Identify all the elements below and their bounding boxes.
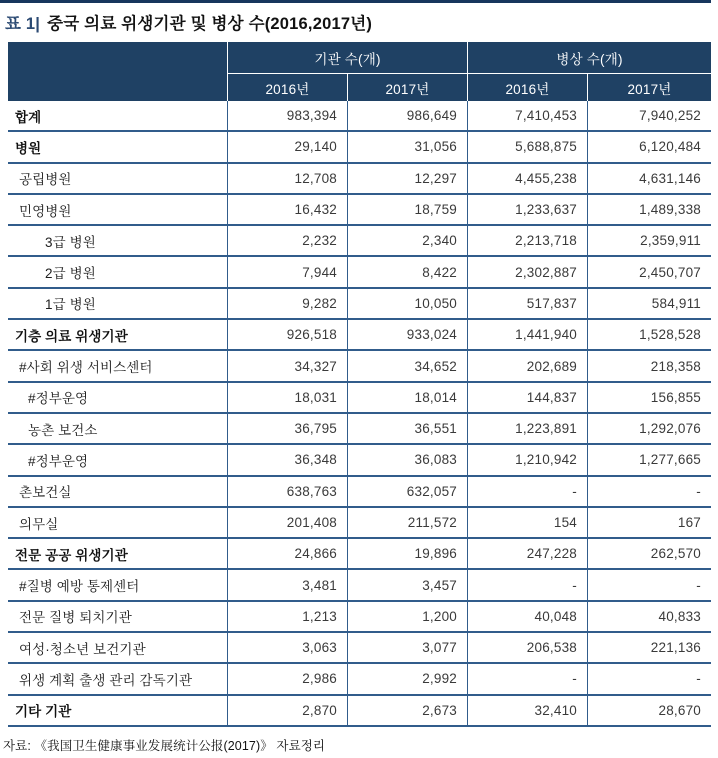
table-row (8, 696, 711, 727)
cell-value: 34,652 (347, 351, 467, 380)
cell-value: 211,572 (347, 508, 467, 537)
row-label: 여성·청소년 보건기관 (19, 641, 146, 657)
table-row (8, 602, 711, 633)
header-group-institutions: 기관 수(개) (227, 42, 467, 74)
cell-value: 1,200 (347, 602, 467, 631)
row-label: 3급 병원 (45, 234, 96, 250)
cell-value: 9,282 (227, 289, 347, 318)
table-row (8, 226, 711, 257)
cell-value: 2,213,718 (467, 226, 587, 255)
cell-value: 2,450,707 (587, 257, 711, 286)
table-row (8, 570, 711, 601)
cell-value: 517,837 (467, 289, 587, 318)
cell-value: 2,986 (227, 664, 347, 693)
cell-value: 2,359,911 (587, 226, 711, 255)
cell-value: 28,670 (587, 696, 711, 725)
cell-value: 1,223,891 (467, 414, 587, 443)
table-row (8, 195, 711, 226)
cell-value: 3,481 (227, 570, 347, 599)
table-row (8, 320, 711, 351)
cell-value: 10,050 (347, 289, 467, 318)
table-body (8, 101, 711, 727)
table-row (8, 132, 711, 163)
cell-value: 202,689 (467, 351, 587, 380)
cell-value: 262,570 (587, 539, 711, 568)
cell-value: 206,538 (467, 633, 587, 662)
cell-value: 632,057 (347, 477, 467, 506)
table-row (8, 445, 711, 476)
header-year-beds-2016: 2016년 (467, 74, 587, 101)
row-label: 기타 기관 (15, 704, 72, 720)
header-empty-cell (8, 42, 227, 101)
cell-value: 144,837 (467, 383, 587, 412)
cell-value: 1,277,665 (587, 445, 711, 474)
cell-value: 983,394 (227, 101, 347, 130)
row-label: 촌보건실 (19, 485, 72, 501)
row-label: 농촌 보건소 (28, 422, 98, 438)
cell-value: 1,528,528 (587, 320, 711, 349)
cell-value: 5,688,875 (467, 132, 587, 161)
cell-value: 167 (587, 508, 711, 537)
cell-value: 926,518 (227, 320, 347, 349)
table-header (8, 42, 711, 101)
cell-value: 2,232 (227, 226, 347, 255)
row-label: 공립병원 (19, 172, 72, 188)
cell-value: 933,024 (347, 320, 467, 349)
institutions-beds-table (8, 42, 711, 727)
cell-value: 247,228 (467, 539, 587, 568)
row-label: #사회 위생 서비스센터 (19, 360, 153, 376)
cell-value: 2,673 (347, 696, 467, 725)
cell-value: 1,441,940 (467, 320, 587, 349)
cell-value: 40,048 (467, 602, 587, 631)
cell-value: 4,455,238 (467, 164, 587, 193)
table-row (8, 508, 711, 539)
source-footnote: 자료: 《我国卫生健康事业发展统计公报(2017)》 자료정리 (3, 738, 326, 753)
cell-value: 19,896 (347, 539, 467, 568)
cell-value: 7,410,453 (467, 101, 587, 130)
cell-value: - (587, 664, 711, 693)
row-label: 병원 (15, 140, 42, 156)
cell-value: 1,292,076 (587, 414, 711, 443)
cell-value: - (467, 570, 587, 599)
cell-value: 36,083 (347, 445, 467, 474)
cell-value: 18,759 (347, 195, 467, 224)
cell-value: 36,348 (227, 445, 347, 474)
cell-value: 29,140 (227, 132, 347, 161)
page-title: 중국 의료 위생기관 및 병상 수(2016,2017년) (47, 15, 373, 33)
table-row (8, 539, 711, 570)
table-row (8, 383, 711, 414)
row-label: 전문 공공 위생기관 (15, 547, 128, 563)
cell-value: 16,432 (227, 195, 347, 224)
cell-value: 6,120,484 (587, 132, 711, 161)
cell-value: 156,855 (587, 383, 711, 412)
table-row (8, 633, 711, 664)
cell-value: 3,063 (227, 633, 347, 662)
row-label: #정부운영 (28, 453, 89, 469)
cell-value: 7,940,252 (587, 101, 711, 130)
row-label: 기층 의료 위생기관 (15, 328, 128, 344)
cell-value: 24,866 (227, 539, 347, 568)
cell-value: 986,649 (347, 101, 467, 130)
row-label: 합계 (15, 109, 42, 125)
cell-value: 3,077 (347, 633, 467, 662)
cell-value: 1,210,942 (467, 445, 587, 474)
header-year-institutions-2016: 2016년 (227, 74, 347, 101)
cell-value: 3,457 (347, 570, 467, 599)
cell-value: - (467, 664, 587, 693)
header-group-beds: 병상 수(개) (467, 42, 711, 74)
row-label: #질병 예방 통제센터 (19, 579, 140, 595)
table-caption (5, 10, 718, 34)
cell-value: 584,911 (587, 289, 711, 318)
row-label: #정부운영 (28, 391, 89, 407)
cell-value: 2,340 (347, 226, 467, 255)
cell-value: 2,870 (227, 696, 347, 725)
cell-value: 7,944 (227, 257, 347, 286)
table-number-label: 표 1| (5, 15, 41, 33)
header-year-beds-2017: 2017년 (587, 74, 711, 101)
cell-value: - (467, 477, 587, 506)
row-label: 1급 병원 (45, 297, 96, 313)
table-row (8, 351, 711, 382)
cell-value: 18,031 (227, 383, 347, 412)
row-label: 의무실 (19, 516, 59, 532)
table-row (8, 257, 711, 288)
cell-value: 34,327 (227, 351, 347, 380)
table-row (8, 289, 711, 320)
cell-value: 154 (467, 508, 587, 537)
cell-value: 40,833 (587, 602, 711, 631)
cell-value: 32,410 (467, 696, 587, 725)
cell-value: 2,992 (347, 664, 467, 693)
cell-value: 18,014 (347, 383, 467, 412)
header-year-institutions-2017: 2017년 (347, 74, 467, 101)
cell-value: 4,631,146 (587, 164, 711, 193)
cell-value: 1,489,338 (587, 195, 711, 224)
cell-value: 221,136 (587, 633, 711, 662)
table-row (8, 664, 711, 695)
cell-value: 638,763 (227, 477, 347, 506)
row-label: 민영병원 (19, 203, 72, 219)
table-row (8, 164, 711, 195)
row-label: 2급 병원 (45, 266, 96, 282)
cell-value: 8,422 (347, 257, 467, 286)
row-label: 전문 질병 퇴치기관 (19, 610, 132, 626)
cell-value: 218,358 (587, 351, 711, 380)
cell-value: 31,056 (347, 132, 467, 161)
cell-value: - (587, 570, 711, 599)
top-rule-divider (0, 0, 711, 3)
table-row (8, 414, 711, 445)
cell-value: 1,233,637 (467, 195, 587, 224)
table-row (8, 477, 711, 508)
cell-value: 12,708 (227, 164, 347, 193)
cell-value: 2,302,887 (467, 257, 587, 286)
cell-value: 36,795 (227, 414, 347, 443)
cell-value: 36,551 (347, 414, 467, 443)
row-label: 위생 계획 출생 관리 감독기관 (19, 672, 193, 688)
cell-value: 201,408 (227, 508, 347, 537)
cell-value: 1,213 (227, 602, 347, 631)
cell-value: 12,297 (347, 164, 467, 193)
table-row (8, 101, 711, 132)
cell-value: - (587, 477, 711, 506)
